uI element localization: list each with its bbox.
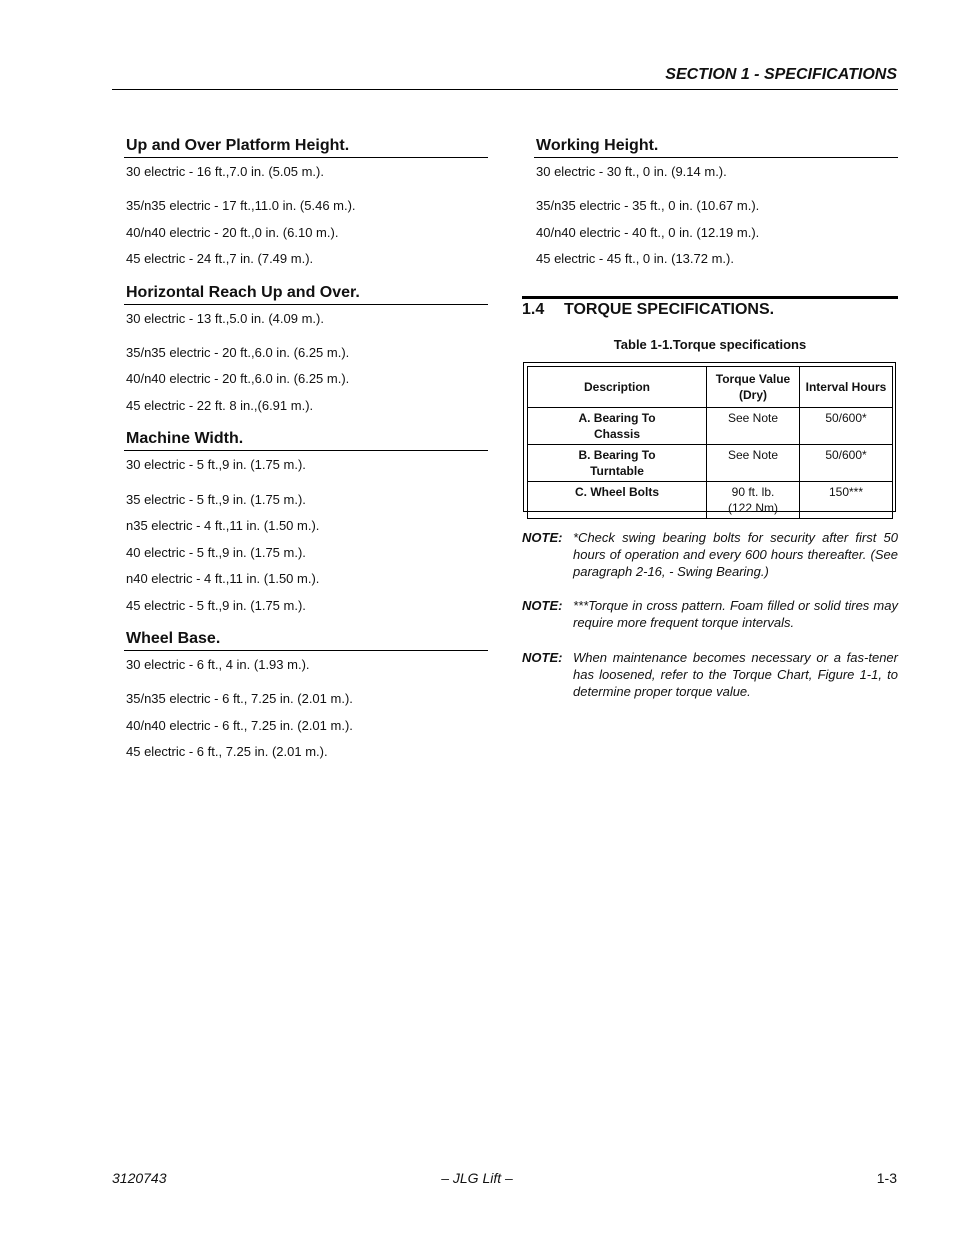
spec-line: 35/n35 electric - 35 ft., 0 in. (10.67 m.). xyxy=(536,198,760,213)
section-rule xyxy=(522,296,898,299)
note-text: When maintenance becomes necessary or a fas-tener has loosened, refer to the Torque Chart, Figure 1-1, to determine proper torque value. xyxy=(573,650,898,699)
note-text: *Check swing bearing bolts for security after first 50 hours of operation and every 600 hours thereafter. (See paragraph 2-16, - Swing Bearing.) xyxy=(573,530,898,579)
spec-line: 35/n35 electric - 17 ft.,11.0 in. (5.46 m.). xyxy=(126,198,356,213)
spec-line: n35 electric - 4 ft.,11 in. (1.50 m.). xyxy=(126,518,320,533)
cell-text: C. Wheel Bolts xyxy=(574,485,659,499)
table-cell-description xyxy=(528,408,707,445)
cell-text: See Note xyxy=(727,411,779,425)
spec-line: 30 electric - 6 ft., 4 in. (1.93 m.). xyxy=(126,657,310,672)
table-cell-torque xyxy=(707,482,800,519)
spec-line: 45 electric - 5 ft.,9 in. (1.75 m.). xyxy=(126,598,306,613)
spec-line: 30 electric - 16 ft.,7.0 in. (5.05 m.). xyxy=(126,164,324,179)
table-row xyxy=(528,445,893,482)
spec-line: 40/n40 electric - 20 ft.,0 in. (6.10 m.). xyxy=(126,225,339,240)
cell-text: B. Bearing To xyxy=(578,448,656,462)
spec-line: 30 electric - 30 ft., 0 in. (9.14 m.). xyxy=(536,164,727,179)
cell-text: (122 Nm) xyxy=(727,501,778,515)
cell-text: A. Bearing To xyxy=(578,411,656,425)
spec-line: 40/n40 electric - 6 ft., 7.25 in. (2.01 m.). xyxy=(126,718,353,733)
torque-table-frame xyxy=(523,362,896,515)
table-cell-interval: 50/600* xyxy=(800,445,893,482)
table-header-row xyxy=(528,367,893,408)
section-title: SECTION 1 - SPECIFICATIONS xyxy=(665,66,897,83)
header-rule xyxy=(112,89,898,90)
table-cell-torque xyxy=(707,445,800,482)
footer-page-number: 1-3 xyxy=(876,1170,897,1186)
heading-wheel-base: Wheel Base. xyxy=(124,630,488,651)
torque-table xyxy=(527,366,893,519)
note-label: NOTE: xyxy=(522,650,563,665)
spec-line: 40/n40 electric - 20 ft.,6.0 in. (6.25 m.). xyxy=(126,371,350,386)
spec-line: 45 electric - 24 ft.,7 in. (7.49 m.). xyxy=(126,251,314,266)
table-cell-description xyxy=(528,482,707,519)
heading-platform-height: Up and Over Platform Height. xyxy=(124,137,488,158)
note-label: NOTE: xyxy=(522,598,563,613)
spec-line: 30 electric - 13 ft.,5.0 in. (4.09 m.). xyxy=(126,311,324,326)
spec-line: n40 electric - 4 ft.,11 in. (1.50 m.). xyxy=(126,571,320,586)
cell-text: 90 ft. lb. xyxy=(731,485,775,499)
column-header: Interval Hours xyxy=(800,367,893,408)
heading-machine-width: Machine Width. xyxy=(124,430,488,451)
heading-working-height: Working Height. xyxy=(534,137,898,158)
column-header: Torque Value (Dry) xyxy=(707,367,800,408)
torque-section-heading xyxy=(522,301,774,319)
column-header: Description xyxy=(528,367,707,408)
table-row xyxy=(528,408,893,445)
footer-center: – JLG Lift – xyxy=(441,1170,513,1186)
spec-line: 45 electric - 22 ft. 8 in.,(6.91 m.). xyxy=(126,398,314,413)
section-title-text: TORQUE SPECIFICATIONS. xyxy=(564,301,775,318)
spec-line: 30 electric - 5 ft.,9 in. (1.75 m.). xyxy=(126,457,306,472)
table-row xyxy=(528,482,893,519)
spec-line: 35/n35 electric - 20 ft.,6.0 in. (6.25 m.). xyxy=(126,345,350,360)
section-number: 1.4 xyxy=(522,301,545,318)
cell-text: Turntable xyxy=(590,464,644,478)
note-label: NOTE: xyxy=(522,530,563,545)
footer-doc-number: 3120743 xyxy=(112,1170,167,1186)
spec-line: 45 electric - 45 ft., 0 in. (13.72 m.). xyxy=(536,251,734,266)
spec-line: 35/n35 electric - 6 ft., 7.25 in. (2.01 m.). xyxy=(126,691,353,706)
cell-text: See Note xyxy=(727,448,779,462)
table-caption: Table 1-1.Torque specifications xyxy=(613,337,807,352)
spec-line: 35 electric - 5 ft.,9 in. (1.75 m.). xyxy=(126,492,306,507)
spec-line: 40 electric - 5 ft.,9 in. (1.75 m.). xyxy=(126,545,306,560)
heading-horizontal-reach: Horizontal Reach Up and Over. xyxy=(124,284,488,305)
table-cell-interval: 150*** xyxy=(800,482,893,519)
table-cell-description xyxy=(528,445,707,482)
spec-line: 45 electric - 6 ft., 7.25 in. (2.01 m.). xyxy=(126,744,328,759)
spec-line: 40/n40 electric - 40 ft., 0 in. (12.19 m.). xyxy=(536,225,760,240)
table-cell-interval: 50/600* xyxy=(800,408,893,445)
cell-text: Chassis xyxy=(593,427,641,441)
note-text: ***Torque in cross pattern. Foam filled or solid tires may require more frequent torque intervals. xyxy=(573,598,898,630)
table-cell-torque xyxy=(707,408,800,445)
